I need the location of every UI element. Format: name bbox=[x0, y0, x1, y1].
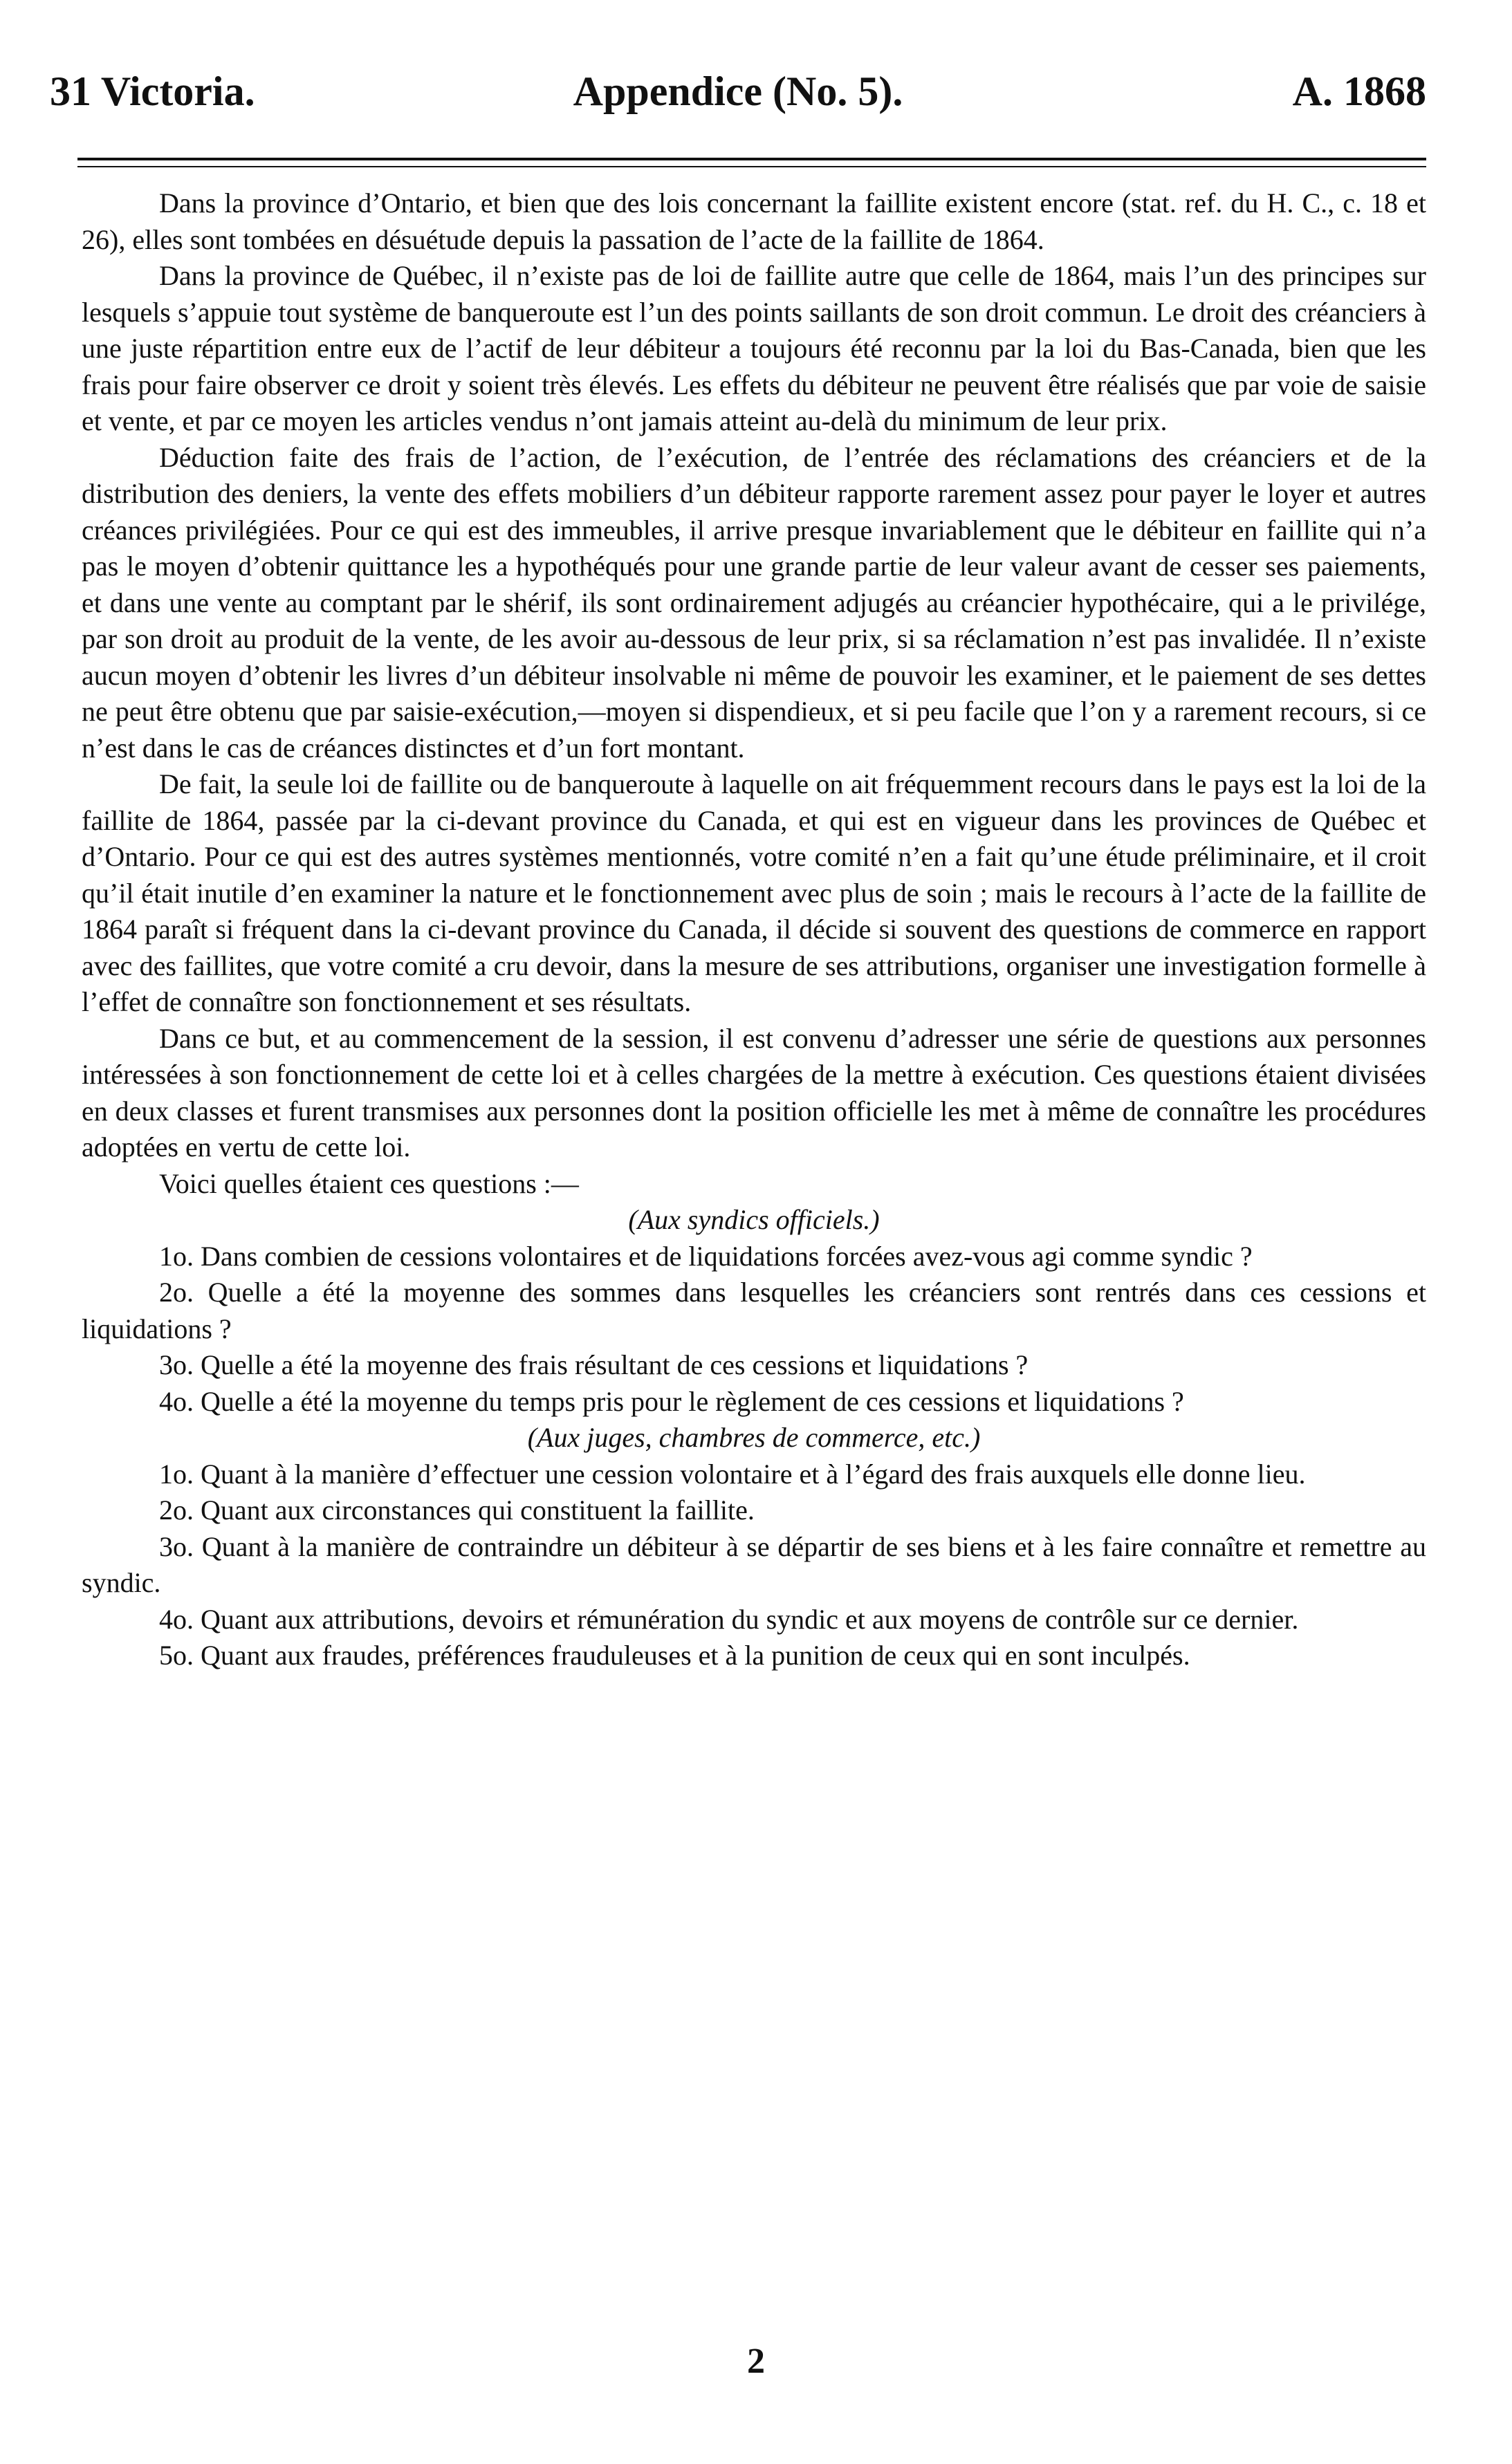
question-item: 3o. Quelle a été la moyenne des frais résultant de ces cessions et liquidations ? bbox=[159, 1349, 1029, 1380]
paragraph: Dans la province de Québec, il n’existe pas de loi de faillite autre que celle de 1864, mais l’un des principes sur lesquels s’appuie tout système de banqueroute est l’un des points saillants de son droit commun. Le droit des créanciers à une juste répartition entre eux de l’actif de leur débiteur a toujours été reconnu par la loi du Bas-Canada, bien que les frais pour faire observer ce droit y soient très élevés. Les effets du débiteur ne peuvent être réalisés que par voie de saisie et vente, et par ce moyen les articles vendus n’ont jamais atteint au-delà du minimum de leur prix. bbox=[82, 260, 1426, 436]
question-item: 4o. Quant aux attributions, devoirs et rémunération du syndic et aux moyens de contrôle sur ce dernier. bbox=[159, 1603, 1299, 1635]
header-rule-thick bbox=[77, 158, 1426, 160]
page-header bbox=[50, 68, 1426, 123]
paragraph: Dans la province d’Ontario, et bien que des lois concernant la faillite existent encore (stat. ref. du H. C., c. 18 et 26), elles sont tombées en désuétude depuis la passation de l’acte de la faillite de 1864. bbox=[82, 187, 1426, 255]
question-item: 2o. Quelle a été la moyenne des sommes dans lesquelles les créanciers sont rentrés dans ces cessions et liquidations ? bbox=[82, 1277, 1426, 1344]
question-item: 2o. Quant aux circonstances qui constituent la faillite. bbox=[159, 1494, 755, 1526]
paragraph: De fait, la seule loi de faillite ou de banqueroute à laquelle on ait fréquemment recours dans le pays est la loi de la faillite de 1864, passée par la ci-devant province du Canada, et qui est en vigueur dans les provinces de Québec et d’Ontario. Pour ce qui est des autres systèmes mentionnés, votre comité n’en a fait qu’une étude préliminaire, et il croit qu’il était inutile d’en examiner la nature et le fonctionnement avec plus de soin ; mais le recours à l’acte de la faillite de 1864 paraît si fréquent dans la ci-devant province du Canada, il décide si souvent des questions de commerce en rapport avec des faillites, que votre comité a cru devoir, dans la mesure de ses attributions, organiser une investigation formelle à l’effet de connaître son fonctionnement et ses résultats. bbox=[82, 768, 1426, 1017]
document-body bbox=[82, 185, 1426, 1674]
paragraph: Voici quelles étaient ces questions :— bbox=[159, 1167, 579, 1199]
question-item: 1o. Dans combien de cessions volontaires et de liquidations forcées avez-vous agi comme syndic ? bbox=[159, 1240, 1253, 1272]
section-heading-juges: (Aux juges, chambres de commerce, etc.) bbox=[527, 1422, 981, 1453]
question-item: 4o. Quelle a été la moyenne du temps pris pour le règlement de ces cessions et liquidations ? bbox=[159, 1385, 1184, 1417]
question-item: 1o. Quant à la manière d’effectuer une cession volontaire et à l’égard des frais auxquels elle donne lieu. bbox=[159, 1458, 1306, 1490]
header-right: A. 1868 bbox=[1292, 68, 1426, 114]
paragraph: Dans ce but, et au commencement de la session, il est convenu d’adresser une série de questions aux personnes intéressées à son fonctionnement de cette loi et à celles chargées de la mettre à exécution. Ces questions étaient divisées en deux classes et furent transmises aux personnes dont la position officielle les met à même de connaître les procédures adoptées en vertu de cette loi. bbox=[82, 1022, 1426, 1162]
question-item: 3o. Quant à la manière de contraindre un débiteur à se départir de ses biens et à les faire connaître et remettre au syndic. bbox=[82, 1530, 1426, 1598]
question-item: 5o. Quant aux fraudes, préférences frauduleuses et à la punition de ceux qui en sont inculpés. bbox=[159, 1640, 1190, 1671]
header-left: 31 Victoria. bbox=[50, 68, 255, 114]
page-number: 2 bbox=[747, 2342, 765, 2381]
section-heading-syndics: (Aux syndics officiels.) bbox=[628, 1204, 880, 1235]
header-rule-thin bbox=[77, 166, 1426, 167]
header-center: Appendice (No. 5). bbox=[573, 68, 903, 114]
paragraph: Déduction faite des frais de l’action, de l’exécution, de l’entrée des réclamations des créanciers et de la distribution des deniers, la vente des effets mobiliers d’un débiteur rapporte rarement assez pour payer le loyer et autres créances privilégiées. Pour ce qui est des immeubles, il arrive presque invariablement que le débiteur en faillite qui n’a pas le moyen d’obtenir quittance les a hypothéqués pour une grande partie de leur valeur avant de cesser ses paiements, et dans une vente au comptant par le shérif, ils sont ordinairement adjugés au créancier hypothécaire, qui a le privilége, par son droit au produit de la vente, de les avoir au-dessous de leur prix, si sa réclamation n’est pas invalidée. Il n’existe aucun moyen d’obtenir les livres d’un débiteur insolvable ni même de pouvoir les examiner, et le paiement de ses dettes ne peut être obtenu que par saisie-exécution,—moyen si dispendieux, et si peu facile que l’on y a rarement recours, si ce n’est dans le cas de créances distinctes et d’un fort montant. bbox=[82, 441, 1426, 763]
